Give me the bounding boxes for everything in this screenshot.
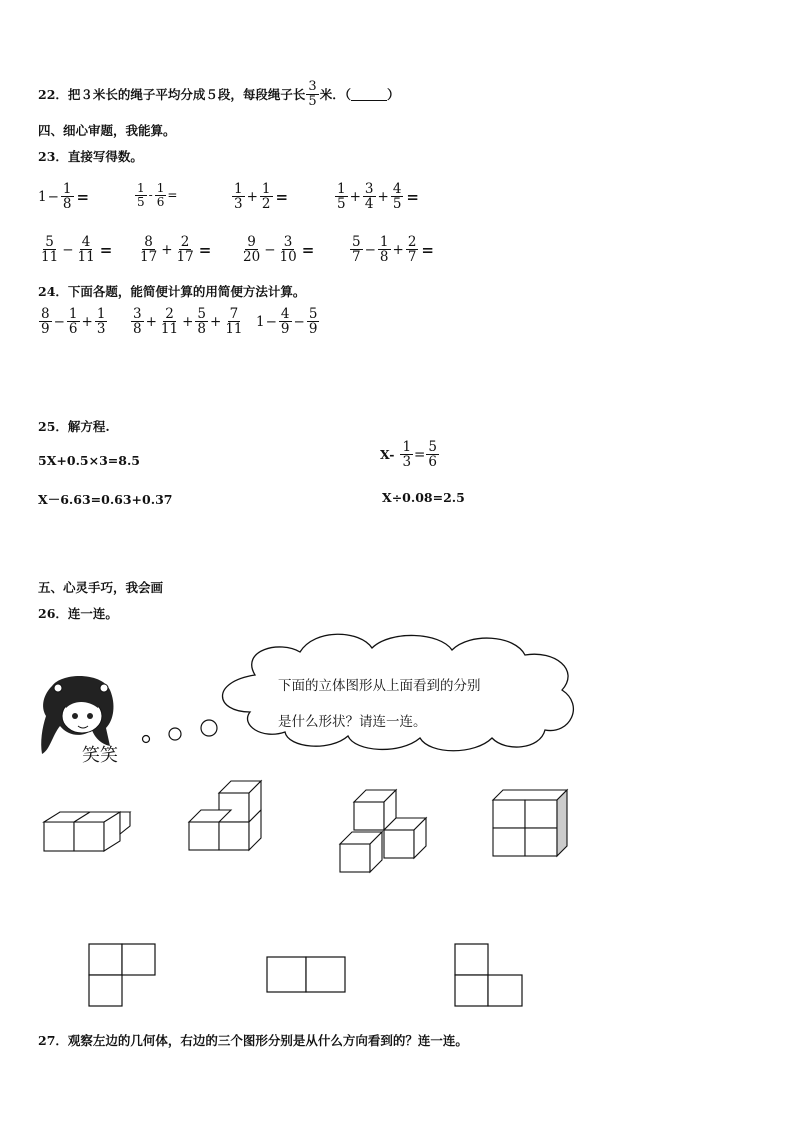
- bubble-text-line2: 是什么形状？请连一连。: [278, 714, 427, 730]
- equation-1: 5X+0.5×3=8.5: [38, 453, 141, 468]
- section-4-heading: 四、细心审题，我能算。: [38, 123, 176, 138]
- question-26-title: 26．连一连。: [38, 606, 118, 621]
- expr-24-3: 1 − $\frac{4}{9}$ − $\frac{5}{9}$: [256, 306, 318, 338]
- solid-figure-2: [189, 781, 261, 850]
- question-22: 22．把３米长的绳子平均分成５段，每段绳子长 $\frac{3}{5}$ 米．（ ）: [38, 79, 400, 109]
- expr-23-5: $\frac{5}{11}$ − $\frac{4}{11}$ =: [41, 234, 113, 266]
- solid-figure-4: [493, 790, 567, 856]
- equation-4: X÷0.08=2.5: [382, 490, 465, 505]
- expr-24-2: $\frac{3}{8}$ + $\frac{2}{11}$ + $\frac{5}{8}$ + $\frac{7}{11}$: [133, 306, 243, 338]
- expr-23-1: 1 − $\frac{1}{8}$ =: [38, 181, 90, 213]
- top-view-shapes: [89, 944, 522, 1006]
- expr-23-4: $\frac{1}{5}$ + $\frac{3}{4}$ + $\frac{4}{5}$ =: [337, 181, 419, 213]
- expr-23-8: $\frac{5}{7}$ − $\frac{1}{8}$ + $\frac{2}{7}$ =: [352, 234, 434, 266]
- expr-23-2: $\frac{1}{5}$ - $\frac{1}{6}$ =: [137, 181, 178, 209]
- girl-name-label: 笑笑: [82, 745, 118, 766]
- question-23-title: 23．直接写得数。: [38, 149, 143, 164]
- question-24-title: 24．下面各题，能简便计算的用简便方法计算。: [38, 284, 306, 299]
- equation-3: X－6.63=0.63+0.37: [38, 492, 173, 507]
- solid-figure-1: [44, 812, 130, 851]
- expr-23-6: $\frac{8}{17}$ + $\frac{2}{17}$ =: [140, 234, 212, 266]
- question-25-title: 25．解方程.: [38, 419, 110, 434]
- expr-24-1: $\frac{8}{9}$ − $\frac{1}{6}$ + $\frac{1}{3}$: [41, 306, 106, 338]
- expr-23-3: $\frac{1}{3}$ + $\frac{1}{2}$ =: [234, 181, 289, 213]
- solid-figure-3: [340, 790, 426, 872]
- fraction: $\frac{3}{5}$: [308, 79, 317, 109]
- bubble-text-line1: 下面的立体图形从上面看到的分别: [278, 678, 481, 694]
- equation-2: X- $\frac{1}{3}$ = $\frac{5}{6}$: [380, 439, 437, 471]
- question-27: 27．观察左边的几何体，右边的三个图形分别是从什么方向看到的？连一连。: [38, 1033, 468, 1048]
- expr-23-7: $\frac{9}{20}$ − $\frac{3}{10}$ =: [243, 234, 315, 266]
- section-5-heading: 五、心灵手巧，我会画: [38, 580, 164, 595]
